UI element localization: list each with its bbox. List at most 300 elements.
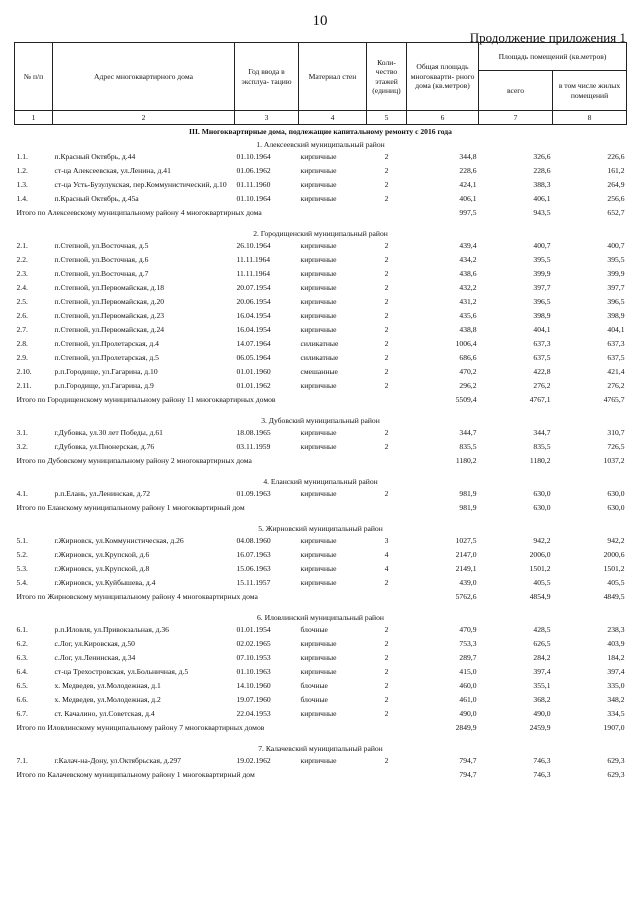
table-cell: 1006,4: [455, 339, 477, 348]
table-cell: 2: [384, 625, 389, 634]
table-cell: 415,0: [459, 667, 477, 676]
table-cell: 2: [384, 489, 389, 498]
table-cell: 2: [384, 667, 389, 676]
table-cell: п.Красный Октябрь, д.44: [54, 152, 136, 161]
table-cell: 16.07.1963: [236, 550, 271, 559]
table-cell: 284,2: [533, 653, 551, 662]
table-cell: кирпичные: [300, 709, 337, 718]
table-row: [15, 269, 627, 283]
table-cell: 397,7: [533, 283, 551, 292]
table-cell: 406,1: [533, 194, 551, 203]
table-cell: 15.06.1963: [236, 564, 271, 573]
table-cell: 01.01.1962: [236, 381, 271, 390]
table-cell: кирпичные: [300, 564, 337, 573]
table-cell: р.п.Городище, ул.Гагарина, д.10: [54, 367, 158, 376]
total-value: 5762,6: [455, 592, 477, 601]
table-cell: 1.3.: [16, 180, 28, 189]
table-cell: 14.07.1964: [236, 339, 271, 348]
table-row: [15, 166, 627, 180]
total-value: 4854,9: [529, 592, 551, 601]
table-cell: 01.01.1954: [236, 625, 271, 634]
table-cell: г.Калач-на-Дону, ул.Октябрьская, д.297: [54, 756, 181, 765]
table-cell: 428,5: [533, 625, 551, 634]
table-cell: 2.2.: [16, 255, 28, 264]
table-cell: кирпичные: [300, 269, 337, 278]
table-cell: 6.2.: [16, 639, 28, 648]
table-cell: 01.10.1964: [236, 152, 271, 161]
table-cell: р.п.Иловля, ул.Привокзальная, д.36: [54, 625, 169, 634]
table-cell: 326,6: [533, 152, 551, 161]
table-cell: 5.4.: [16, 578, 28, 587]
table-cell: 470,2: [459, 367, 477, 376]
table-cell: 2.5.: [16, 297, 28, 306]
table-row: [15, 489, 627, 503]
table-cell: 2.7.: [16, 325, 28, 334]
table-cell: 16.04.1954: [236, 325, 271, 334]
table-cell: 184,2: [607, 653, 625, 662]
total-row: [15, 456, 627, 477]
header-living: в том числе жилых помещений: [553, 71, 627, 111]
table-cell: 404,1: [607, 325, 625, 334]
table-cell: г.Дубовка, ул.30 лет Победы, д.61: [54, 428, 163, 437]
table-cell: 396,5: [533, 297, 551, 306]
table-cell: кирпичные: [300, 442, 337, 451]
table-cell: 2: [384, 194, 389, 203]
table-row: [15, 297, 627, 311]
table-cell: 161,2: [607, 166, 625, 175]
table-cell: кирпичные: [300, 578, 337, 587]
table-cell: 335,0: [607, 681, 625, 690]
table-cell: 981,9: [459, 489, 477, 498]
table-cell: ст. Качалино, ул.Советская, д.4: [54, 709, 155, 718]
table-cell: 228,6: [459, 166, 477, 175]
table-cell: 2: [384, 269, 389, 278]
table-cell: блочные: [300, 625, 328, 634]
table-cell: 746,3: [533, 756, 551, 765]
table-cell: 2.9.: [16, 353, 28, 362]
table-cell: 406,1: [459, 194, 477, 203]
table-cell: 400,7: [533, 241, 551, 250]
total-value: 4765,7: [603, 395, 625, 404]
table-cell: 470,9: [459, 625, 477, 634]
table-cell: 2: [384, 297, 389, 306]
table-cell: кирпичные: [300, 756, 337, 765]
table-row: [15, 194, 627, 208]
district-title: 7. Калачевский муниципальный район: [258, 744, 383, 753]
table-cell: 726,5: [607, 442, 625, 451]
table-row: [15, 367, 627, 381]
table-cell: 835,5: [533, 442, 551, 451]
table-cell: 296,2: [459, 381, 477, 390]
table-cell: 6.7.: [16, 709, 28, 718]
table-cell: 6.5.: [16, 681, 28, 690]
table-cell: р.п.Елань, ул.Ленинская, д.72: [54, 489, 151, 498]
table-cell: 686,6: [459, 353, 477, 362]
table-cell: 438,8: [459, 325, 477, 334]
table-cell: 395,5: [533, 255, 551, 264]
table-cell: 20.07.1954: [236, 283, 271, 292]
table-cell: 11.11.1964: [236, 255, 271, 264]
district-title: 3. Дубовский муниципальный район: [261, 416, 380, 425]
table-cell: 1501,2: [529, 564, 551, 573]
table-cell: с.Лог, ул.Ленинская, д.34: [54, 653, 136, 662]
houses-table: [14, 42, 627, 791]
table-cell: 461,0: [459, 695, 477, 704]
table-cell: 355,1: [533, 681, 551, 690]
table-cell: кирпичные: [300, 255, 337, 264]
table-row: [15, 667, 627, 681]
table-cell: 637,5: [533, 353, 551, 362]
table-cell: 07.10.1953: [236, 653, 271, 662]
table-cell: 421,4: [607, 367, 625, 376]
table-header: [15, 43, 627, 125]
table-cell: 2: [384, 166, 389, 175]
table-cell: блочные: [300, 695, 328, 704]
col-number: 3: [235, 111, 299, 125]
table-cell: 334,5: [607, 709, 625, 718]
table-cell: 388,3: [533, 180, 551, 189]
total-label: Итого по Городищенскому муниципальному району 11 многоквартирных домов: [16, 395, 276, 404]
table-cell: 276,2: [533, 381, 551, 390]
table-cell: 01.06.1962: [236, 166, 271, 175]
table-cell: 637,5: [607, 353, 625, 362]
total-value: 629,3: [607, 770, 625, 779]
table-cell: 26.10.1964: [236, 241, 271, 250]
table-row: [15, 681, 627, 695]
total-value: 1180,2: [529, 456, 551, 465]
table-cell: кирпичные: [300, 166, 337, 175]
table-cell: п.Степной, ул.Первомайская, д.23: [54, 311, 165, 320]
table-row: [15, 639, 627, 653]
table-cell: п.Степной, ул.Первомайская, д.20: [54, 297, 165, 306]
table-row: [15, 756, 627, 770]
table-cell: 01.11.1960: [236, 180, 271, 189]
table-cell: 5.2.: [16, 550, 28, 559]
table-cell: 399,9: [607, 269, 625, 278]
header-total-area: Общая площадь многокварти- рного дома (кв.метров): [407, 43, 479, 111]
total-value: 943,5: [533, 208, 551, 217]
total-row: [15, 503, 627, 524]
table-cell: 19.07.1960: [236, 695, 271, 704]
table-cell: 368,2: [533, 695, 551, 704]
table-cell: 490,0: [459, 709, 477, 718]
table-cell: 344,7: [533, 428, 551, 437]
total-value: 2849,9: [455, 723, 477, 732]
total-value: 5509,4: [455, 395, 477, 404]
total-value: 1180,2: [455, 456, 477, 465]
section-title: III. Многоквартирные дома, подлежащие капитальному ремонту с 2016 года: [189, 127, 452, 136]
table-cell: 630,0: [607, 489, 625, 498]
total-value: 630,0: [607, 503, 625, 512]
table-cell: 2: [384, 339, 389, 348]
table-cell: 2.3.: [16, 269, 28, 278]
table-cell: 629,3: [607, 756, 625, 765]
table-cell: 310,7: [607, 428, 625, 437]
table-cell: 5.3.: [16, 564, 28, 573]
table-cell: 397,7: [607, 283, 625, 292]
table-cell: 228,6: [533, 166, 551, 175]
header-address: Адрес многоквартирного дома: [53, 43, 235, 111]
table-cell: 06.05.1964: [236, 353, 271, 362]
table-cell: 2: [384, 180, 389, 189]
col-number: 1: [15, 111, 53, 125]
district-title: 5. Жирновский муниципальный район: [258, 524, 383, 533]
table-cell: 15.11.1957: [236, 578, 271, 587]
table-cell: 2: [384, 695, 389, 704]
table-cell: ст-ца Алексеевская, ул.Ленина, д.41: [54, 166, 171, 175]
total-row: [15, 592, 627, 613]
table-cell: кирпичные: [300, 241, 337, 250]
table-cell: 4.1.: [16, 489, 28, 498]
table-cell: 238,3: [607, 625, 625, 634]
table-row: [15, 695, 627, 709]
table-cell: п.Степной, ул.Первомайская, д.24: [54, 325, 165, 334]
table-cell: кирпичные: [300, 489, 337, 498]
header-year: Год ввода в эксплуа- тацию: [235, 43, 299, 111]
table-cell: 2: [384, 653, 389, 662]
total-value: 652,7: [607, 208, 625, 217]
table-cell: ст-ца Усть-Бузулукская, пер.Коммунистический, д.10: [54, 180, 227, 189]
table-cell: силикатные: [300, 353, 339, 362]
table-cell: 400,7: [607, 241, 625, 250]
table-cell: кирпичные: [300, 325, 337, 334]
table-cell: 405,5: [533, 578, 551, 587]
table-cell: 1.2.: [16, 166, 28, 175]
table-cell: 3.1.: [16, 428, 28, 437]
table-cell: кирпичные: [300, 194, 337, 203]
table-cell: 1501,2: [603, 564, 625, 573]
table-cell: х. Медведев, ул.Молодежная, д.2: [54, 695, 161, 704]
total-value: 1907,0: [603, 723, 625, 732]
total-row: [15, 208, 627, 229]
table-cell: 2: [384, 241, 389, 250]
table-cell: 2: [384, 381, 389, 390]
table-cell: 226,6: [607, 152, 625, 161]
total-label: Итого по Жирновскому муниципальному району 4 многоквартирных дома: [16, 592, 258, 601]
table-row: [15, 339, 627, 353]
table-cell: 2: [384, 283, 389, 292]
table-cell: 2: [384, 311, 389, 320]
district-title: 6. Иловлинский муниципальный район: [257, 613, 384, 622]
col-number: 2: [53, 111, 235, 125]
table-cell: блочные: [300, 681, 328, 690]
header-num: № п/п: [15, 43, 53, 111]
total-row: [15, 723, 627, 744]
table-cell: р.п.Городище, ул.Гагарина, д.9: [54, 381, 154, 390]
total-value: 794,7: [459, 770, 477, 779]
table-cell: ст-ца Трехостровская, ул.Больничная, д.5: [54, 667, 189, 676]
table-cell: 460,0: [459, 681, 477, 690]
table-cell: 405,5: [607, 578, 625, 587]
table-cell: 2: [384, 681, 389, 690]
table-cell: 942,2: [533, 536, 551, 545]
table-row: [15, 152, 627, 166]
table-cell: 5.1.: [16, 536, 28, 545]
table-cell: 4: [384, 564, 389, 573]
continuation-label: Продолжение приложения 1: [469, 30, 626, 45]
table-cell: 264,9: [607, 180, 625, 189]
table-row: [15, 442, 627, 456]
table-cell: кирпичные: [300, 152, 337, 161]
table-cell: 256,6: [607, 194, 625, 203]
table-cell: 2: [384, 255, 389, 264]
col-number: 5: [367, 111, 407, 125]
table-cell: 2: [384, 578, 389, 587]
table-cell: с.Лог, ул.Кировская, д.50: [54, 639, 135, 648]
table-cell: 6.1.: [16, 625, 28, 634]
table-cell: 6.3.: [16, 653, 28, 662]
table-cell: 276,2: [607, 381, 625, 390]
table-cell: 438,6: [459, 269, 477, 278]
table-cell: 2000,6: [603, 550, 625, 559]
table-row: [15, 241, 627, 255]
total-label: Итого по Дубовскому муниципальному району 2 многоквартирных дома: [16, 456, 252, 465]
table-cell: 01.09.1963: [236, 489, 271, 498]
table-cell: 2147,0: [455, 550, 477, 559]
table-cell: 398,9: [533, 311, 551, 320]
table-cell: 398,9: [607, 311, 625, 320]
table-cell: кирпичные: [300, 283, 337, 292]
table-row: [15, 311, 627, 325]
district-title: 2. Городищенский муниципальный район: [253, 229, 388, 238]
table-cell: 16.04.1954: [236, 311, 271, 320]
table-cell: 6.6.: [16, 695, 28, 704]
table-cell: 794,7: [459, 756, 477, 765]
header-all: всего: [479, 71, 553, 111]
total-label: Итого по Алексеевскому муниципальному району 4 многоквартирных дома: [16, 208, 262, 217]
table-cell: кирпичные: [300, 381, 337, 390]
table-row: [15, 709, 627, 723]
table-row: [15, 283, 627, 297]
header-floors: Коли- чество этажей (единиц): [367, 43, 407, 111]
table-cell: 2: [384, 442, 389, 451]
table-cell: кирпичные: [300, 311, 337, 320]
table-cell: 2: [384, 152, 389, 161]
table-cell: 439,4: [459, 241, 477, 250]
table-row: [15, 536, 627, 550]
table-cell: 348,2: [607, 695, 625, 704]
district-title: 1. Алексеевский муниципальный район: [256, 140, 385, 149]
table-cell: 04.08.1960: [236, 536, 271, 545]
table-row: [15, 550, 627, 564]
table-cell: 14.10.1960: [236, 681, 271, 690]
col-number: 4: [299, 111, 367, 125]
table-cell: 289,7: [459, 653, 477, 662]
table-row: [15, 325, 627, 339]
table-cell: 2: [384, 353, 389, 362]
header-premises: Площадь помещений (кв.метров): [479, 43, 627, 71]
table-row: [15, 428, 627, 442]
total-label: Итого по Калачевскому муниципальному району 1 многоквартирный дом: [16, 770, 255, 779]
table-cell: кирпичные: [300, 428, 337, 437]
table-row: [15, 653, 627, 667]
table-cell: кирпичные: [300, 550, 337, 559]
table-row: [15, 255, 627, 269]
table-cell: 19.02.1962: [236, 756, 271, 765]
table-cell: 6.4.: [16, 667, 28, 676]
table-cell: п.Степной, ул.Первомайская, д.18: [54, 283, 165, 292]
table-cell: 22.04.1953: [236, 709, 271, 718]
table-cell: 490,0: [533, 709, 551, 718]
table-cell: 01.01.1960: [236, 367, 271, 376]
table-cell: 397,4: [533, 667, 551, 676]
col-number: 7: [479, 111, 553, 125]
table-cell: кирпичные: [300, 639, 337, 648]
table-cell: 435,6: [459, 311, 477, 320]
table-cell: 424,1: [459, 180, 477, 189]
table-cell: 403,9: [607, 639, 625, 648]
total-value: 2459,9: [529, 723, 551, 732]
table-cell: 2149,1: [455, 564, 477, 573]
table-cell: 2.1.: [16, 241, 28, 250]
table-cell: 395,5: [607, 255, 625, 264]
table-cell: 2.11.: [16, 381, 32, 390]
table-cell: 637,3: [607, 339, 625, 348]
total-value: 746,3: [533, 770, 551, 779]
table-cell: 2: [384, 428, 389, 437]
col-number: 8: [553, 111, 627, 125]
table-cell: 2.6.: [16, 311, 28, 320]
table-cell: х. Медведев, ул.Молодежная, д.1: [54, 681, 161, 690]
table-cell: 439,0: [459, 578, 477, 587]
table-row: [15, 625, 627, 639]
table-cell: г.Жирновск, ул.Крупской, д.8: [54, 564, 150, 573]
table-row: [15, 353, 627, 367]
district-title: 4. Еланский муниципальный район: [263, 477, 378, 486]
table-cell: 432,2: [459, 283, 477, 292]
table-cell: 396,5: [607, 297, 625, 306]
table-cell: 3.2.: [16, 442, 28, 451]
table-cell: 344,8: [459, 152, 477, 161]
table-cell: 7.1.: [16, 756, 28, 765]
table-cell: 18.08.1965: [236, 428, 271, 437]
total-value: 1037,2: [603, 456, 625, 465]
table-cell: г.Жирновск, ул.Куйбышева, д.4: [54, 578, 156, 587]
header-wall: Материал стен: [299, 43, 367, 111]
table-cell: 626,5: [533, 639, 551, 648]
table-row: [15, 180, 627, 194]
col-number: 6: [407, 111, 479, 125]
table-cell: 753,3: [459, 639, 477, 648]
table-cell: 4: [384, 550, 389, 559]
table-cell: 2: [384, 325, 389, 334]
table-cell: кирпичные: [300, 180, 337, 189]
table-cell: п.Степной, ул.Восточная, д.5: [54, 241, 149, 250]
table-cell: 2: [384, 367, 389, 376]
table-cell: 1.1.: [16, 152, 28, 161]
table-cell: 02.02.1965: [236, 639, 271, 648]
table-cell: кирпичные: [300, 667, 337, 676]
table-cell: 01.10.1964: [236, 194, 271, 203]
table-cell: п.Степной, ул.Восточная, д.6: [54, 255, 149, 264]
table-cell: 3: [384, 536, 389, 545]
table-row: [15, 578, 627, 592]
table-cell: 399,9: [533, 269, 551, 278]
table-cell: п.Степной, ул.Пролетарская, д.4: [54, 339, 159, 348]
table-cell: г.Жирновск, ул.Коммунистическая, д.26: [54, 536, 184, 545]
table-cell: смешанные: [300, 367, 338, 376]
table-cell: 03.11.1959: [236, 442, 271, 451]
table-cell: 2.10.: [16, 367, 32, 376]
table-cell: 637,3: [533, 339, 551, 348]
table-cell: 2.8.: [16, 339, 28, 348]
table-body: [15, 125, 627, 792]
table-cell: п.Красный Октябрь, д.45а: [54, 194, 139, 203]
table-cell: 942,2: [607, 536, 625, 545]
total-label: Итого по Иловлинскому муниципальному району 7 многоквартирных домов: [16, 723, 265, 732]
table-row: [15, 564, 627, 578]
table-cell: 630,0: [533, 489, 551, 498]
